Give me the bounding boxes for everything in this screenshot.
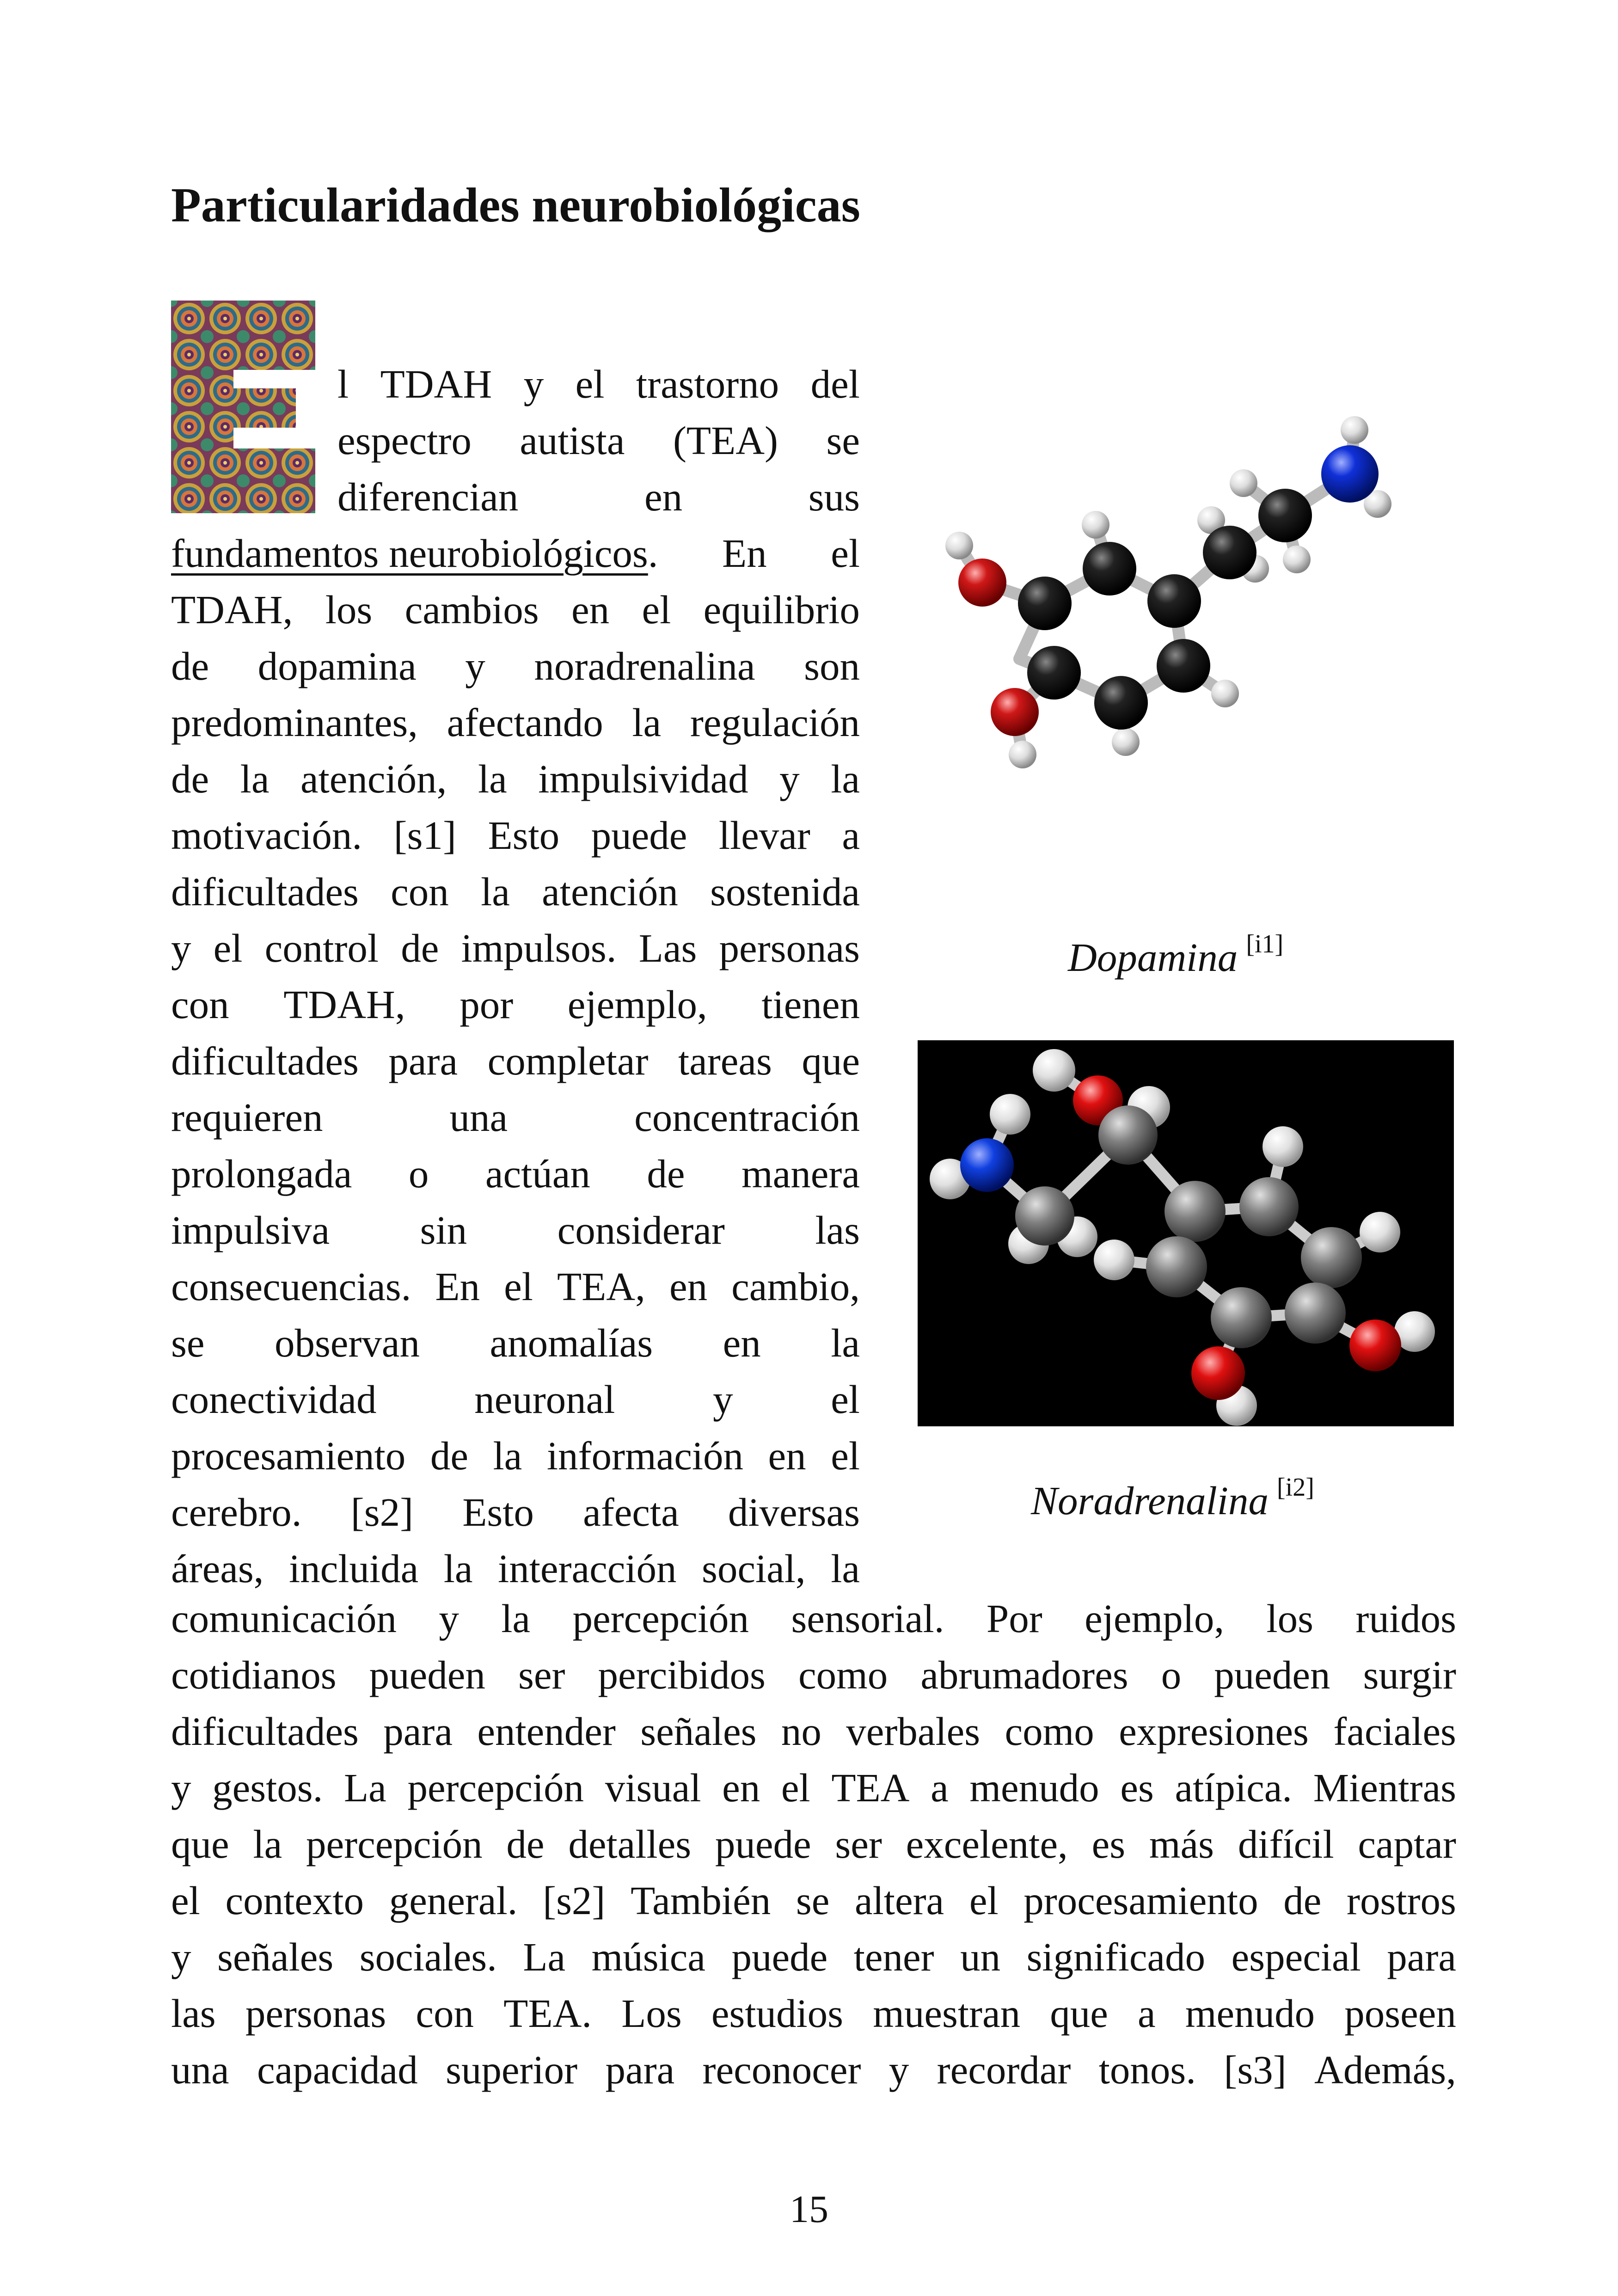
word: incluida: [288, 1546, 419, 1591]
dropcap-pattern-image: [171, 301, 315, 513]
word: información: [546, 1433, 744, 1478]
word: señales: [217, 1934, 334, 1979]
word: en: [571, 587, 610, 632]
word: atención,: [300, 756, 447, 801]
word: en: [722, 1765, 760, 1810]
word: con: [171, 982, 229, 1027]
word: regulación: [690, 700, 860, 745]
text-line: [171, 1985, 1456, 2042]
word: señales: [640, 1709, 757, 1754]
word: percepción: [407, 1765, 584, 1810]
full-width-paragraph: [171, 1590, 1456, 2098]
word: más: [1149, 1822, 1214, 1866]
text-line: [171, 694, 860, 751]
word: La: [344, 1765, 386, 1810]
word: percepción: [572, 1596, 749, 1641]
word: no: [781, 1709, 821, 1754]
word: difícil: [1238, 1822, 1334, 1866]
word: excelente,: [906, 1822, 1068, 1866]
word: a: [1138, 1991, 1156, 2036]
word: con: [391, 869, 449, 914]
word: la: [501, 1596, 531, 1641]
word: TDAH,: [283, 982, 405, 1027]
word: predominantes,: [171, 700, 418, 745]
text-line: [171, 525, 860, 582]
word: en: [644, 474, 683, 519]
word: superior: [446, 2047, 578, 2092]
word: de: [1283, 1878, 1322, 1923]
noradrenaline-caption-text: Noradrenalina: [1031, 1478, 1269, 1523]
word: sus: [808, 474, 860, 519]
word: En: [435, 1264, 480, 1309]
word: percibidos: [598, 1652, 766, 1697]
text-line: [171, 1202, 860, 1259]
word: Por: [986, 1596, 1042, 1641]
word: ser: [835, 1822, 882, 1866]
word: los: [1266, 1596, 1314, 1641]
word: [s1]: [393, 813, 456, 858]
word: poseen: [1344, 1991, 1456, 2036]
word: dificultades: [171, 1709, 359, 1754]
text-line: [337, 469, 860, 525]
text-line: [171, 976, 860, 1033]
word: una: [449, 1095, 508, 1140]
text-line: [171, 1647, 1456, 1703]
word: surgir: [1363, 1652, 1456, 1697]
word: es: [1091, 1822, 1126, 1866]
word: para: [605, 2047, 675, 2092]
noradrenaline-caption: [1031, 1473, 1314, 1524]
word: recordar: [937, 2047, 1071, 2092]
word: diferencian: [337, 474, 519, 519]
word: ejemplo,: [1085, 1596, 1225, 1641]
word: impulsividad: [538, 756, 748, 801]
word: para: [1387, 1934, 1456, 1979]
text-line: [171, 1872, 1456, 1929]
word: en: [669, 1264, 708, 1309]
text-line: [171, 1929, 1456, 1985]
word: atención: [542, 869, 678, 914]
word: cambios: [404, 587, 539, 632]
word: [s3]: [1224, 2047, 1287, 2092]
word: Esto: [488, 813, 560, 858]
word: TEA: [831, 1765, 910, 1810]
text-beside-dropcap: [337, 356, 860, 525]
word: y: [889, 2047, 909, 2092]
word: puede: [715, 1822, 811, 1866]
text-line: [171, 1033, 860, 1089]
word: general.: [389, 1878, 518, 1923]
word: cerebro.: [171, 1490, 302, 1535]
word: se: [796, 1878, 830, 1923]
word: que: [1050, 1991, 1108, 2036]
word: para: [388, 1038, 458, 1083]
word: interacción: [498, 1546, 677, 1591]
word: observan: [274, 1320, 420, 1365]
word: a: [842, 813, 860, 858]
text-line: [171, 807, 860, 864]
word: música: [591, 1934, 706, 1979]
word: cambio,: [731, 1264, 860, 1309]
word: áreas,: [171, 1546, 264, 1591]
word: con: [416, 1991, 474, 2036]
word: Además,: [1314, 2047, 1456, 2092]
word: y: [171, 926, 191, 970]
word: pueden: [369, 1652, 485, 1697]
word: expresiones: [1119, 1709, 1309, 1754]
word: y: [465, 644, 485, 688]
word: l: [337, 362, 349, 406]
word: el: [831, 1377, 860, 1422]
word: manera: [741, 1151, 860, 1196]
word: completar: [487, 1038, 649, 1083]
word: verbales: [846, 1709, 981, 1754]
word: un: [960, 1934, 1001, 1979]
word: equilibrio: [703, 587, 860, 632]
word: ser: [518, 1652, 565, 1697]
text-line: [171, 1146, 860, 1202]
word: pueden: [1214, 1652, 1330, 1697]
word: sensorial.: [791, 1596, 944, 1641]
text-line: [171, 1816, 1456, 1872]
text-line: [171, 582, 860, 638]
word: el: [831, 1433, 860, 1478]
word: diversas: [728, 1490, 860, 1535]
narrow-paragraph-lines: [171, 525, 860, 1597]
word: tener: [853, 1934, 934, 1979]
word: y: [713, 1377, 733, 1422]
word: a: [931, 1765, 949, 1810]
word: TDAH,: [171, 587, 293, 632]
word: que: [802, 1038, 860, 1083]
noradrenaline-image-reference: [i2]: [1276, 1473, 1314, 1502]
word: actúan: [485, 1151, 590, 1196]
text-line: [171, 1760, 1456, 1816]
word: impulsos.: [461, 926, 617, 970]
word: la: [478, 756, 507, 801]
dopamine-molecule-figure: [915, 398, 1461, 883]
word: de: [401, 926, 439, 970]
word: Las: [638, 926, 697, 970]
word: el: [213, 926, 243, 970]
word: las: [171, 1991, 216, 2036]
full-width-lines: [171, 1590, 1456, 2098]
word: para: [383, 1709, 453, 1754]
word: motivación.: [171, 813, 362, 858]
dopamine-caption: [1068, 929, 1283, 981]
word: de: [506, 1822, 545, 1866]
text-line: [171, 1371, 860, 1428]
word: consecuencias.: [171, 1264, 411, 1309]
word: personas: [719, 926, 860, 970]
word: la: [831, 756, 860, 801]
word: visual: [605, 1765, 701, 1810]
word: .: [648, 531, 658, 576]
text-line: [171, 1590, 1456, 1647]
word: capacidad: [257, 2047, 418, 2092]
word: dificultades: [171, 869, 359, 914]
word: entender: [477, 1709, 616, 1754]
word: altera: [855, 1878, 944, 1923]
word: una: [171, 2047, 229, 2092]
word: TEA.: [503, 1991, 592, 2036]
word: Los: [621, 1991, 682, 2036]
word: Mientras: [1313, 1765, 1456, 1810]
word: autista: [520, 418, 625, 463]
word: o: [1161, 1652, 1182, 1697]
word: significado: [1026, 1934, 1206, 1979]
word: los: [325, 587, 373, 632]
word: La: [523, 1934, 566, 1979]
section-heading: Particularidades neurobiológicas: [171, 178, 860, 232]
word: la: [253, 1822, 282, 1866]
word: como: [1005, 1709, 1094, 1754]
word: estudios: [711, 1991, 844, 2036]
word: por: [460, 982, 514, 1027]
word: requieren: [171, 1095, 323, 1140]
word: es: [1120, 1765, 1154, 1810]
word: dopamina: [257, 644, 417, 688]
word: ruidos: [1355, 1596, 1456, 1641]
word: anomalías: [490, 1320, 653, 1365]
word: la: [493, 1433, 522, 1478]
word: que: [171, 1822, 229, 1866]
word: llevar: [718, 813, 810, 858]
word: en: [723, 1320, 761, 1365]
word: y: [439, 1596, 459, 1641]
word: percepción: [306, 1822, 483, 1866]
word: dificultades: [171, 1038, 359, 1083]
word: prolongada: [171, 1151, 352, 1196]
word: el: [969, 1878, 999, 1923]
dopamine-caption-text: Dopamina: [1068, 935, 1238, 980]
word: y: [171, 1765, 191, 1810]
word: son: [804, 644, 860, 688]
word: y: [523, 362, 544, 406]
word: de: [647, 1151, 685, 1196]
word: la: [831, 1546, 860, 1591]
word: procesamiento: [171, 1433, 406, 1478]
word: contexto: [225, 1878, 364, 1923]
text-line: [171, 864, 860, 920]
noradrenaline-molecule-figure: [918, 1040, 1454, 1426]
word: comunicación: [171, 1596, 397, 1641]
underlined-term: fundamentos neurobiológicos: [171, 531, 648, 576]
word: neuronal: [474, 1377, 615, 1422]
word: el: [575, 362, 605, 406]
word: el: [504, 1264, 533, 1309]
word: en: [768, 1433, 806, 1478]
word: detalles: [568, 1822, 692, 1866]
word: o: [408, 1151, 429, 1196]
word: noradrenalina: [534, 644, 755, 688]
word: conectividad: [171, 1377, 377, 1422]
word: procesamiento: [1024, 1878, 1258, 1923]
word: se: [171, 1320, 205, 1365]
text-line: [171, 638, 860, 694]
decorative-dropcap-e: [171, 301, 315, 513]
word: considerar: [557, 1208, 725, 1252]
word: rostros: [1347, 1878, 1456, 1923]
word: especial: [1231, 1934, 1361, 1979]
dopamine-ball-stick-model: [915, 398, 1461, 883]
word: (TEA): [673, 418, 778, 463]
text-line: [171, 1315, 860, 1371]
word: el: [642, 587, 671, 632]
word: faciales: [1333, 1709, 1456, 1754]
word: como: [798, 1652, 888, 1697]
word: cotidianos: [171, 1652, 337, 1697]
text-line: [171, 1259, 860, 1315]
page-number: 15: [790, 2188, 828, 2231]
word: las: [815, 1208, 860, 1252]
word: de: [171, 756, 209, 801]
word: la: [481, 869, 510, 914]
word: sin: [420, 1208, 467, 1252]
word: En: [722, 531, 767, 576]
text-line: [337, 412, 860, 469]
word: También: [631, 1878, 771, 1923]
word: impulsiva: [171, 1208, 330, 1252]
text-line: [171, 1541, 860, 1597]
text-line: [171, 2042, 1456, 2098]
word: la: [831, 1320, 860, 1365]
word: menudo: [1185, 1991, 1315, 2036]
dopamine-image-reference: [i1]: [1246, 930, 1284, 958]
word: tareas: [678, 1038, 772, 1083]
word: captar: [1358, 1822, 1456, 1866]
text-line: [171, 1703, 1456, 1760]
word: sostenida: [710, 869, 860, 914]
word: ejemplo,: [567, 982, 707, 1027]
word: personas: [245, 1991, 386, 2036]
word: puede: [731, 1934, 828, 1979]
word: [s2]: [543, 1878, 606, 1923]
word: del: [810, 362, 860, 406]
word: y: [171, 1934, 191, 1979]
word: la: [443, 1546, 473, 1591]
text-line: [171, 1089, 860, 1146]
word: el: [781, 1765, 810, 1810]
word: tonos.: [1098, 2047, 1196, 2092]
word: control: [264, 926, 379, 970]
word: TDAH: [380, 362, 492, 406]
word: TEA,: [557, 1264, 645, 1309]
word: de: [171, 644, 209, 688]
word: atípica.: [1175, 1765, 1293, 1810]
text-line: [171, 1428, 860, 1484]
word: reconocer: [702, 2047, 861, 2092]
word: concentración: [634, 1095, 860, 1140]
word: muestran: [873, 1991, 1021, 2036]
word: afecta: [583, 1490, 679, 1535]
word: de: [430, 1433, 468, 1478]
word: tienen: [761, 982, 860, 1027]
word: y: [779, 756, 800, 801]
word: abrumadores: [920, 1652, 1128, 1697]
word: el: [831, 531, 860, 576]
noradrenaline-ball-stick-model: [918, 1040, 1454, 1426]
word: afectando: [447, 700, 603, 745]
word: sociales.: [359, 1934, 497, 1979]
word: [s2]: [350, 1490, 414, 1535]
word: la: [632, 700, 662, 745]
text-line: [171, 920, 860, 976]
word: se: [826, 418, 860, 463]
word: social,: [702, 1546, 806, 1591]
word: menudo: [969, 1765, 1099, 1810]
underlined-term-with-period: [171, 525, 658, 582]
text-line: [337, 356, 860, 412]
text-line: [171, 751, 860, 807]
word: Esto: [462, 1490, 534, 1535]
word: la: [240, 756, 270, 801]
word: gestos.: [212, 1765, 323, 1810]
word: puede: [591, 813, 687, 858]
word: el: [171, 1878, 200, 1923]
word: espectro: [337, 418, 472, 463]
text-line: [171, 1484, 860, 1541]
word: trastorno: [636, 362, 779, 406]
